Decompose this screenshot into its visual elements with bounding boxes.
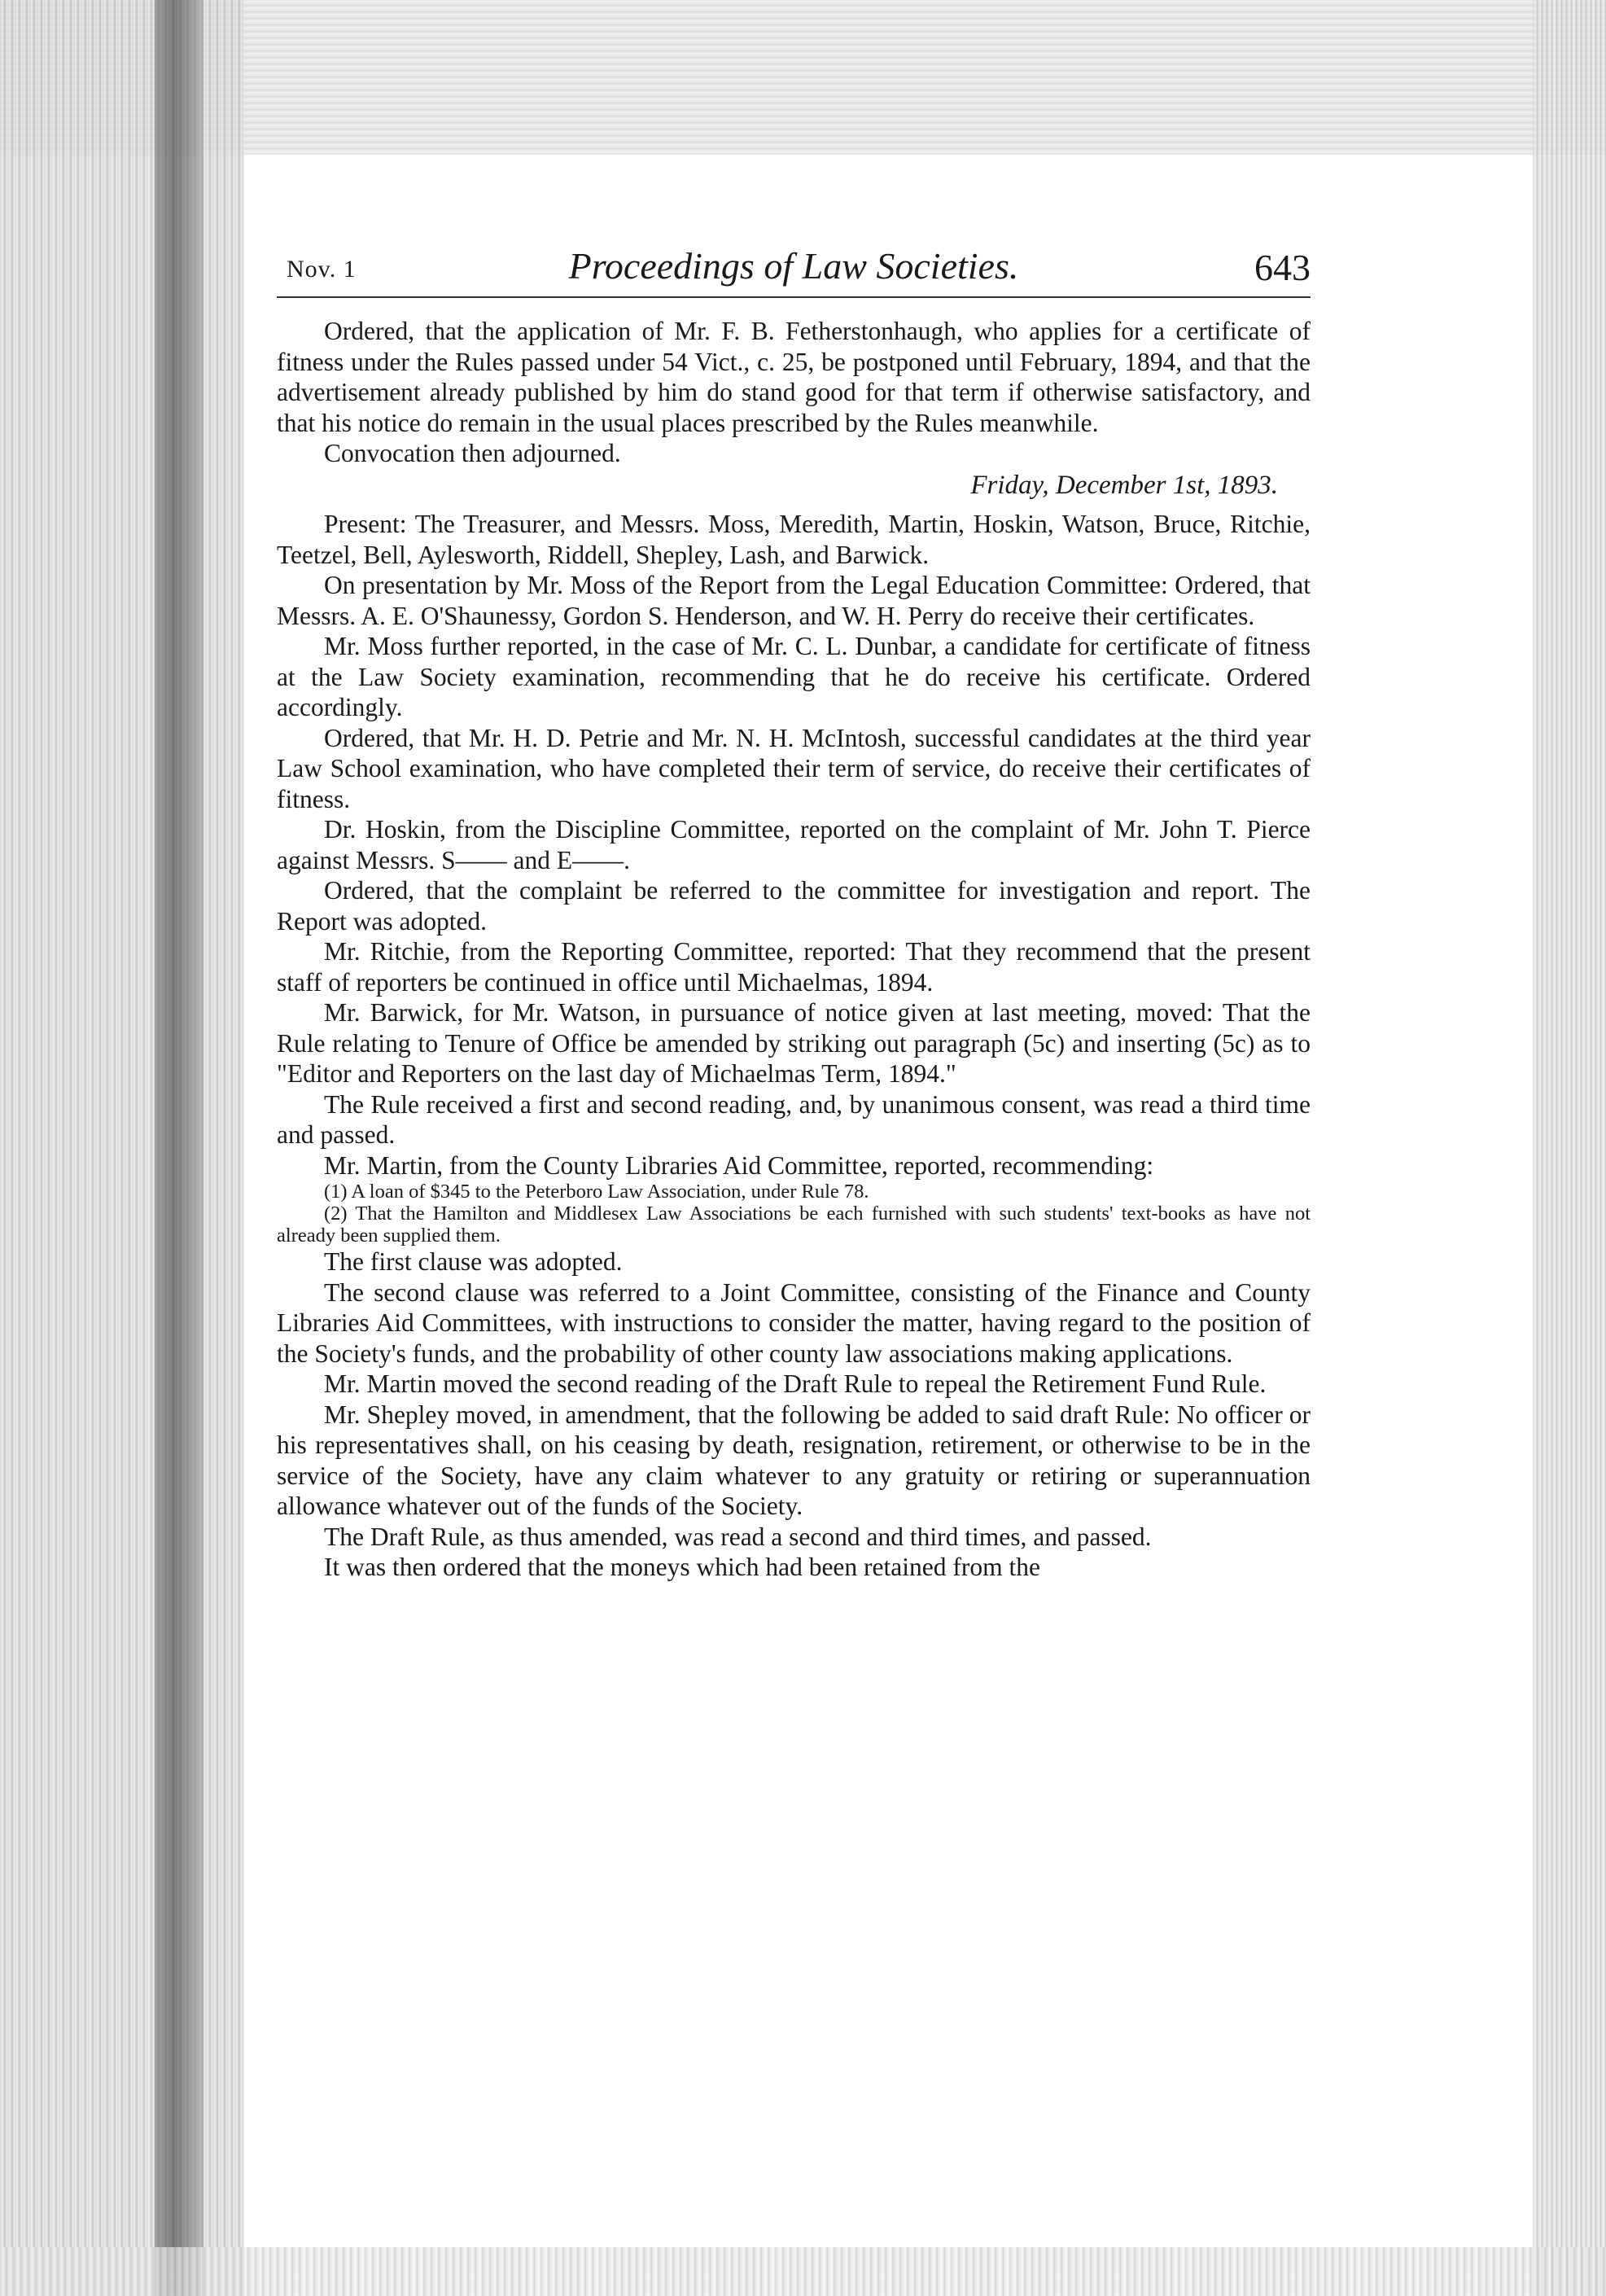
running-title: Proceedings of Law Societies. bbox=[568, 245, 1019, 287]
paragraph: The second clause was referred to a Joint Committee, consisting of the Finance and County Libraries Aid Committees, with instructions to consider the matter, having regard to the position of the Society's funds, and the probability of other county law associations making applications. bbox=[277, 1277, 1311, 1368]
paragraph: Ordered, that the application of Mr. F. B. Fetherstonhaugh, who applies for a certificate of fitness under the Rules passed under 54 Vict., c. 25, be postponed until February, 1894, and that the advertisement already published by him do stand good for that term if otherwise satisfactory, and that his notice do remain in the usual places prescribed by the Rules meanwhile. bbox=[277, 317, 1311, 437]
paragraph: Mr. Martin moved the second reading of the Draft Rule to repeal the Retirement Fund Rule. bbox=[324, 1369, 1267, 1398]
running-head bbox=[277, 244, 1311, 298]
paragraph: The Draft Rule, as thus amended, was read a second and third times, and passed. bbox=[324, 1522, 1152, 1551]
paragraph: Ordered, that the complaint be referred to the committee for investigation and report. The Report was adopted. bbox=[277, 876, 1311, 935]
book-gutter-shadow bbox=[155, 0, 203, 2296]
paragraph: Dr. Hoskin, from the Discipline Committee, reported on the complaint of Mr. John T. Pierce against Messrs. S—— and E——. bbox=[277, 815, 1311, 874]
issue-date: Nov. 1 bbox=[287, 256, 357, 283]
paragraph: Ordered, that Mr. H. D. Petrie and Mr. N. H. McIntosh, successful candidates at the third year Law School examination, who have completed their term of service, do receive their certificates of fitness. bbox=[277, 723, 1311, 813]
paragraph: Convocation then adjourned. bbox=[324, 439, 621, 467]
paragraph: On presentation by Mr. Moss of the Report from the Legal Education Committee: Ordered, that Messrs. A. E. O'Shaunessy, Gordon S. Henderson, and W. H. Perry do receive their certificates. bbox=[277, 571, 1311, 630]
scan-border-right bbox=[1533, 0, 1606, 2296]
journal-page bbox=[277, 244, 1311, 1583]
paragraph: Mr. Barwick, for Mr. Watson, in pursuance of notice given at last meeting, moved: That the Rule relating to Tenure of Office be amended by striking out paragraph (5c) and inserting (5c) as to "Editor and Reporters on the last day of Michaelmas Term, 1894." bbox=[277, 998, 1311, 1088]
recommendation-item: (1) A loan of $345 to the Peterboro Law Association, under Rule 78. bbox=[324, 1181, 869, 1203]
paragraph: The first clause was adopted. bbox=[324, 1247, 623, 1276]
scan-border-left bbox=[0, 0, 244, 2296]
recommendation-item: (2) That the Hamilton and Middlesex Law Associations be each furnished with such students' text-books as have not already been supplied them. bbox=[277, 1203, 1311, 1247]
paragraph: Mr. Martin, from the County Libraries Aid Committee, reported, recommending: bbox=[324, 1150, 1154, 1180]
meeting-date: Friday, December 1st, 1893. bbox=[970, 470, 1278, 500]
page-number: 643 bbox=[1254, 247, 1311, 288]
paragraph: Present: The Treasurer, and Messrs. Moss, Meredith, Martin, Hoskin, Watson, Bruce, Ritchie, Teetzel, Bell, Aylesworth, Riddell, Shepley, Lash, and Barwick. bbox=[277, 510, 1311, 569]
paragraph: The Rule received a first and second reading, and, by unanimous consent, was read a third time and passed. bbox=[277, 1089, 1311, 1149]
paragraph: It was then ordered that the moneys which had been retained from the bbox=[324, 1553, 1040, 1581]
paragraph: Mr. Shepley moved, in amendment, that the following be added to said draft Rule: No officer or his representatives shall, on his ceasing by death, resignation, retirement, or otherwise to be in the service of the Society, have any claim whatever to any gratuity or retiring or superannuation allowance whatever out of the funds of the Society. bbox=[277, 1400, 1311, 1520]
paragraph: Mr. Ritchie, from the Reporting Committee, reported: That they recommend that the present staff of reporters be continued in office until Michaelmas, 1894. bbox=[277, 937, 1311, 997]
scan-border-bottom bbox=[0, 2247, 1606, 2296]
page-body bbox=[277, 316, 1311, 1583]
paragraph: Mr. Moss further reported, in the case of Mr. C. L. Dunbar, a candidate for certificate of fitness at the Law Society examination, recommending that he do receive his certificate. Ordered accordingly. bbox=[277, 632, 1311, 721]
